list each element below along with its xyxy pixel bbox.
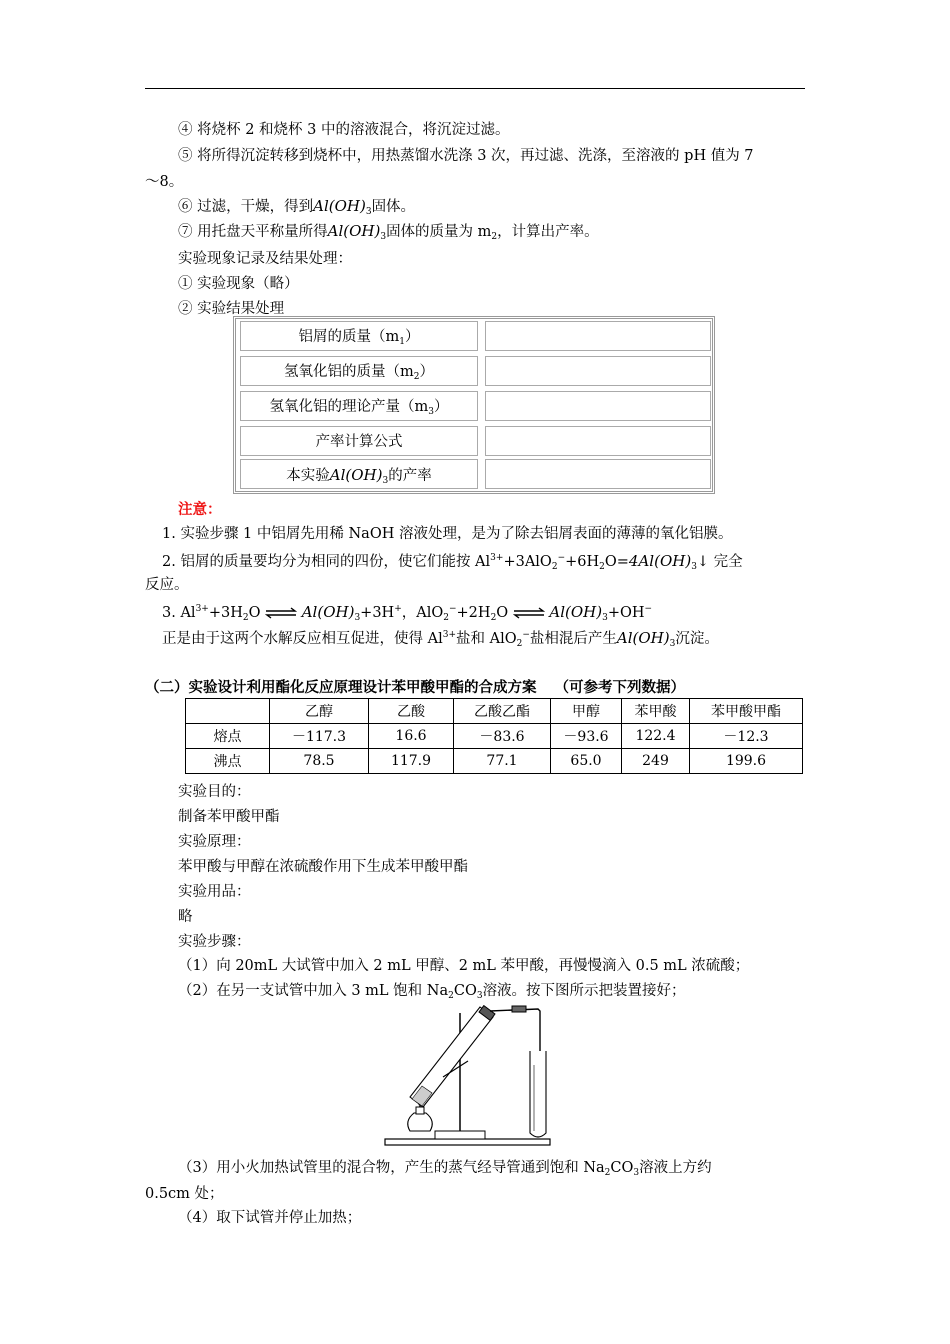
result-label: 铝屑的质量$(m_1)$: [240, 321, 478, 351]
table-row: [186, 699, 803, 724]
table-cell: －12.3: [690, 724, 803, 749]
equilibrium-arrows-icon: [513, 607, 545, 619]
note-1: 1. 实验步骤 1 中铝屑先用稀 NaOH 溶液处理，是为了除去铝屑表面的薄薄的氧化铝膜。: [162, 526, 733, 542]
section-2-title: （二）实验设计利用酯化反应原理设计苯甲酸甲酯的合成方案 （可参考下列数据）: [145, 680, 685, 696]
table-cell: －117.3: [270, 724, 369, 749]
result-value-cell: [485, 391, 711, 421]
table-cell: 117.9: [369, 749, 454, 774]
procedure-step-3: （3）用小火加热试管里的混合物，产生的蒸气经导管通到饱和 $Na_2CO_3$溶液上方约: [178, 1160, 712, 1178]
step-6: ⑥ 过滤，干燥，得到$Al(OH)_3$固体。: [178, 197, 416, 217]
table-cell: 沸点: [186, 749, 270, 774]
data-table: [185, 698, 803, 774]
table-cell: 122.4: [622, 724, 690, 749]
table-row: [240, 356, 710, 388]
table-header-cell: 乙酸: [369, 699, 454, 724]
result-label: 氢氧化铝的质量$(m_2)$: [240, 356, 478, 386]
result-label: 本实验$Al(OH)_3$的产率: [240, 459, 478, 489]
equilibrium-arrows-icon: [265, 607, 297, 619]
result-value-cell: [485, 321, 711, 351]
step-5-cont: ～8。: [145, 174, 184, 190]
table-row: [240, 321, 710, 353]
result-label: 产率计算公式: [240, 426, 478, 456]
procedure-step-3-cont: 0.5cm 处；: [145, 1186, 224, 1202]
table-header-cell: 苯甲酸甲酯: [690, 699, 803, 724]
table-header-cell: [186, 699, 270, 724]
table-cell: －93.6: [551, 724, 622, 749]
procedure-step-2: （2）在另一支试管中加入 3 mL 饱和 $Na_2CO_3$溶液。按下图所示把装置接好；: [178, 983, 686, 1001]
table-header-cell: 乙酸乙酯: [454, 699, 551, 724]
apparatus-diagram: [380, 1005, 555, 1153]
procedure-step-4: （4）取下试管并停止加热；: [178, 1210, 362, 1226]
header-rule: [145, 88, 805, 89]
items-label: 实验用品：: [178, 884, 251, 900]
purpose-text: 制备苯甲酸甲酯: [178, 809, 280, 825]
result-table: [233, 316, 715, 494]
table-cell: 78.5: [270, 749, 369, 774]
record-item-1: ① 实验现象（略）: [178, 276, 299, 292]
table-cell: 16.6: [369, 724, 454, 749]
table-row: [240, 426, 710, 458]
purpose-label: 实验目的：: [178, 784, 251, 800]
table-cell: 77.1: [454, 749, 551, 774]
table-cell: 199.6: [690, 749, 803, 774]
result-value-cell: [485, 426, 711, 456]
table-cell: 65.0: [551, 749, 622, 774]
table-row: [240, 459, 710, 491]
steps-label: 实验步骤：: [178, 934, 251, 950]
items-text: 略: [178, 909, 193, 925]
table-cell: 249: [622, 749, 690, 774]
step-4: ④ 将烧杯 2 和烧杯 3 中的溶液混合，将沉淀过滤。: [178, 122, 510, 138]
table-row: [186, 724, 803, 749]
note-2-cont: 反应。: [145, 577, 189, 593]
result-label: 氢氧化铝的理论产量$(m_3)$: [240, 391, 478, 421]
table-header-cell: 甲醇: [551, 699, 622, 724]
record-heading: 实验现象记录及结果处理：: [178, 251, 352, 267]
step-5: ⑤ 将所得沉淀转移到烧杯中，用热蒸馏水洗涤 3 次，再过滤、洗涤，至溶液的 pH 值为 7: [178, 148, 754, 164]
note-4: 正是由于这两个水解反应相互促进，使得 $Al^{3+}$盐和 AlO$_2$−盐相混后产生$Al(OH)_3$沉淀。: [162, 629, 719, 649]
note-2: 2. 铝屑的质量要均分为相同的四份，使它们能按 $Al^{3+}+3AlO_2^-+6H_2O=4Al(OH)_3↓$ 完全: [162, 552, 743, 572]
note-3: 3. $Al^{3+}+3H_2O$ $Al(OH)_3+3H^+$，$AlO_2^-+2H_2O$ $Al(OH)_3+OH^-$: [162, 603, 653, 623]
result-value-cell: [485, 459, 711, 489]
procedure-step-1: （1）向 20mL 大试管中加入 2 mL 甲醇、2 mL 苯甲酸，再慢慢滴入 0.5 mL 浓硫酸；: [178, 958, 750, 974]
table-header-cell: 苯甲酸: [622, 699, 690, 724]
table-row: [240, 391, 710, 423]
table-cell: 熔点: [186, 724, 270, 749]
table-row: [186, 749, 803, 774]
notes-title: 注意：: [178, 502, 222, 518]
result-value-cell: [485, 356, 711, 386]
principle-label: 实验原理：: [178, 834, 251, 850]
table-header-cell: 乙醇: [270, 699, 369, 724]
principle-text: 苯甲酸与甲醇在浓硫酸作用下生成苯甲酸甲酯: [178, 859, 468, 875]
step-7: ⑦ 用托盘天平称量所得$Al(OH)_3$固体的质量为 $m_2$，计算出产率。: [178, 222, 599, 242]
table-cell: －83.6: [454, 724, 551, 749]
record-item-2: ② 实验结果处理: [178, 301, 285, 317]
